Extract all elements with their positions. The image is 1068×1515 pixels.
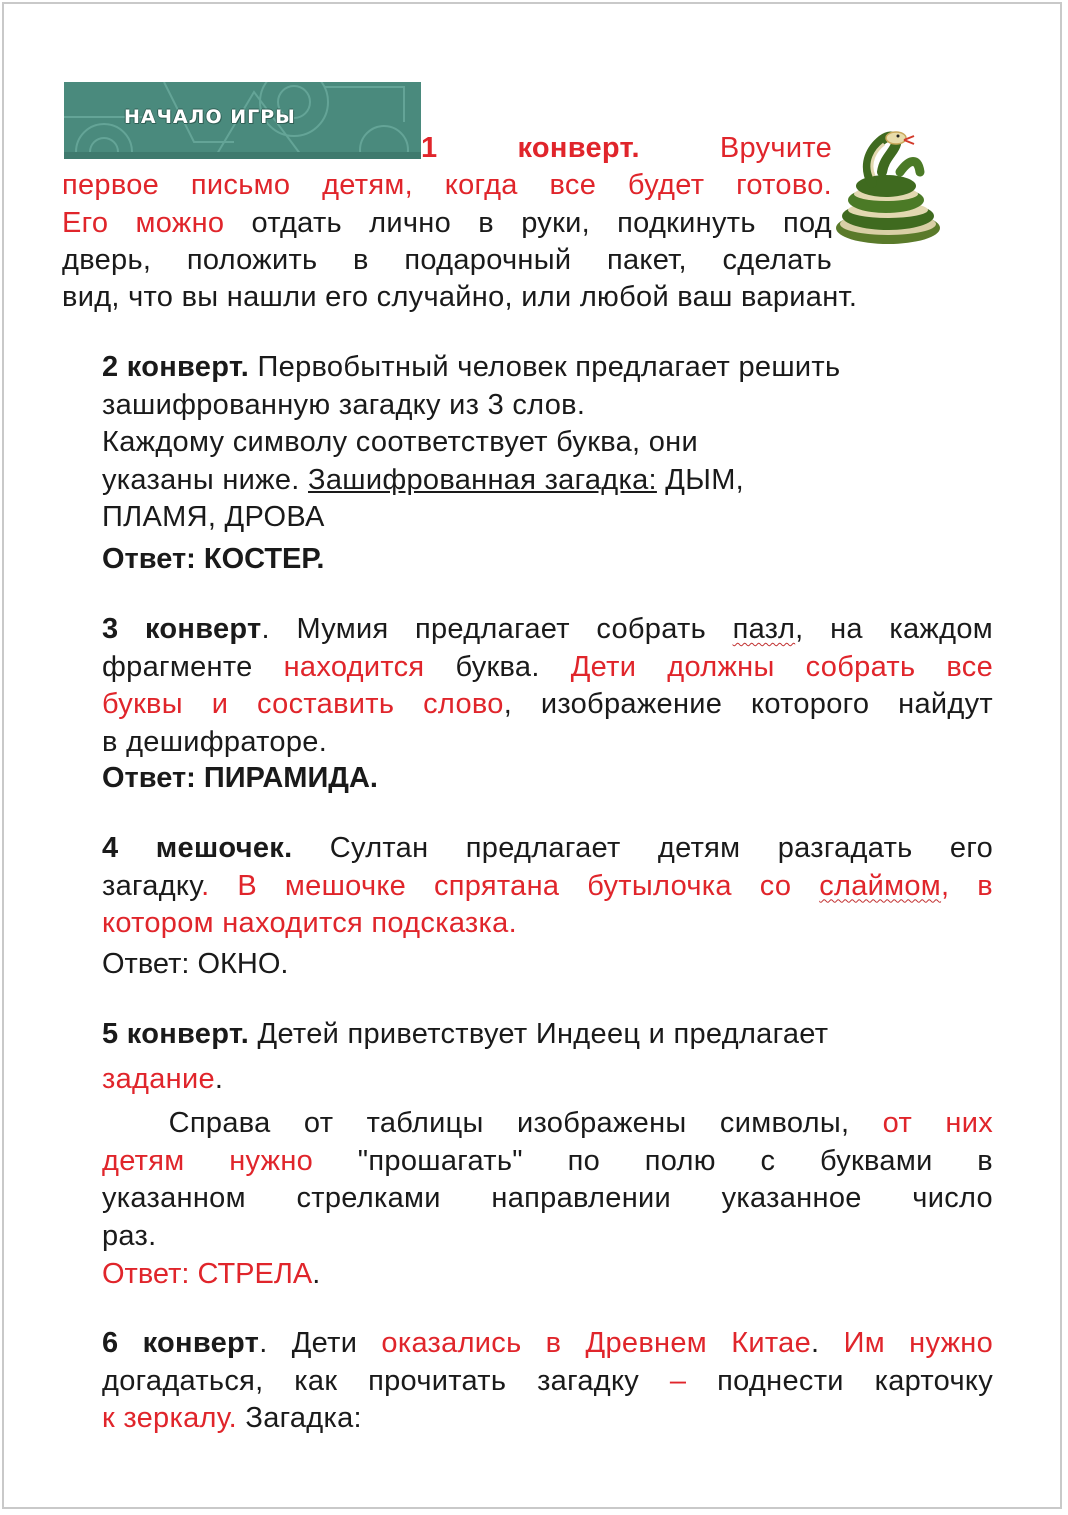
section-3-heading: 3 конверт <box>102 613 262 645</box>
banner-title: НАЧАЛО ИГРЫ <box>124 106 296 128</box>
section-5-answer: Ответ: СТРЕЛА. <box>102 1258 321 1290</box>
section-5-heading: 5 конверт. <box>102 1018 250 1050</box>
section-1-first-line <box>421 130 832 168</box>
document-page <box>2 2 1062 1509</box>
section-6-heading: 6 конверт <box>102 1327 260 1359</box>
section-2-heading: 2 конверт. <box>102 351 250 383</box>
section-4-answer: Ответ: ОКНО. <box>102 948 289 980</box>
section-1-line-5: вид, что вы нашли его случайно, или любой ваш вариант. <box>62 281 858 313</box>
section-1-paragraph <box>62 167 832 280</box>
section-1-line-3: Его можно отдать лично в руки, подкинуть под <box>62 206 833 239</box>
start-game-banner <box>64 82 421 159</box>
section-1-word3: Вручите <box>719 132 832 164</box>
section-4-paragraph: 4 мешочек. Султан предлагает детям разгадать его загадку. В мешочке спрятана бутылочка со слаймом, в котором находится подсказка. <box>102 832 994 939</box>
section-1-line-4: дверь, положить в подарочный пакет, сделать <box>62 244 832 276</box>
section-1-line-2: первое письмо детям, когда все будет готово. <box>62 169 832 201</box>
section-1-number: 1 <box>421 132 438 164</box>
snake-icon <box>832 128 944 248</box>
section-1-word: конверт. <box>517 132 640 164</box>
section-2-paragraph: 2 конверт. Первобытный человек предлагает решить зашифрованную загадку из 3 слов. Каждому символу соответствует буква, они указаны ниже. Зашифрованная загадка: ДЫМ, ПЛАМЯ, ДРОВА <box>102 351 841 533</box>
section-6-paragraph: 6 конверт. Дети оказались в Древнем Китае. Им нужно догадаться, как прочитать загадку – поднести карточку к зеркалу. Загадка: <box>102 1327 994 1434</box>
section-2-answer: Ответ: КОСТЕР. <box>102 543 325 575</box>
section-3-answer: Ответ: ПИРАМИДА. <box>102 762 378 794</box>
section-5-task-line: задание. <box>102 1063 224 1095</box>
section-3-paragraph: 3 конверт. Мумия предлагает собрать пазл, на каждом фрагменте находится буква. Дети должны собрать все буквы и составить слово, изображение которого найдут в дешифраторе. <box>102 613 993 758</box>
section-4-heading: 4 мешочек. <box>102 832 293 864</box>
section-5-paragraph: Справа от таблицы изображены символы, от них детям нужно "прошагать" по полю с буквами в указанном стрелками направлении указанное число раз. <box>102 1107 993 1252</box>
section-5-heading-line: 5 конверт. Детей приветствует Индеец и предлагает <box>102 1018 829 1050</box>
